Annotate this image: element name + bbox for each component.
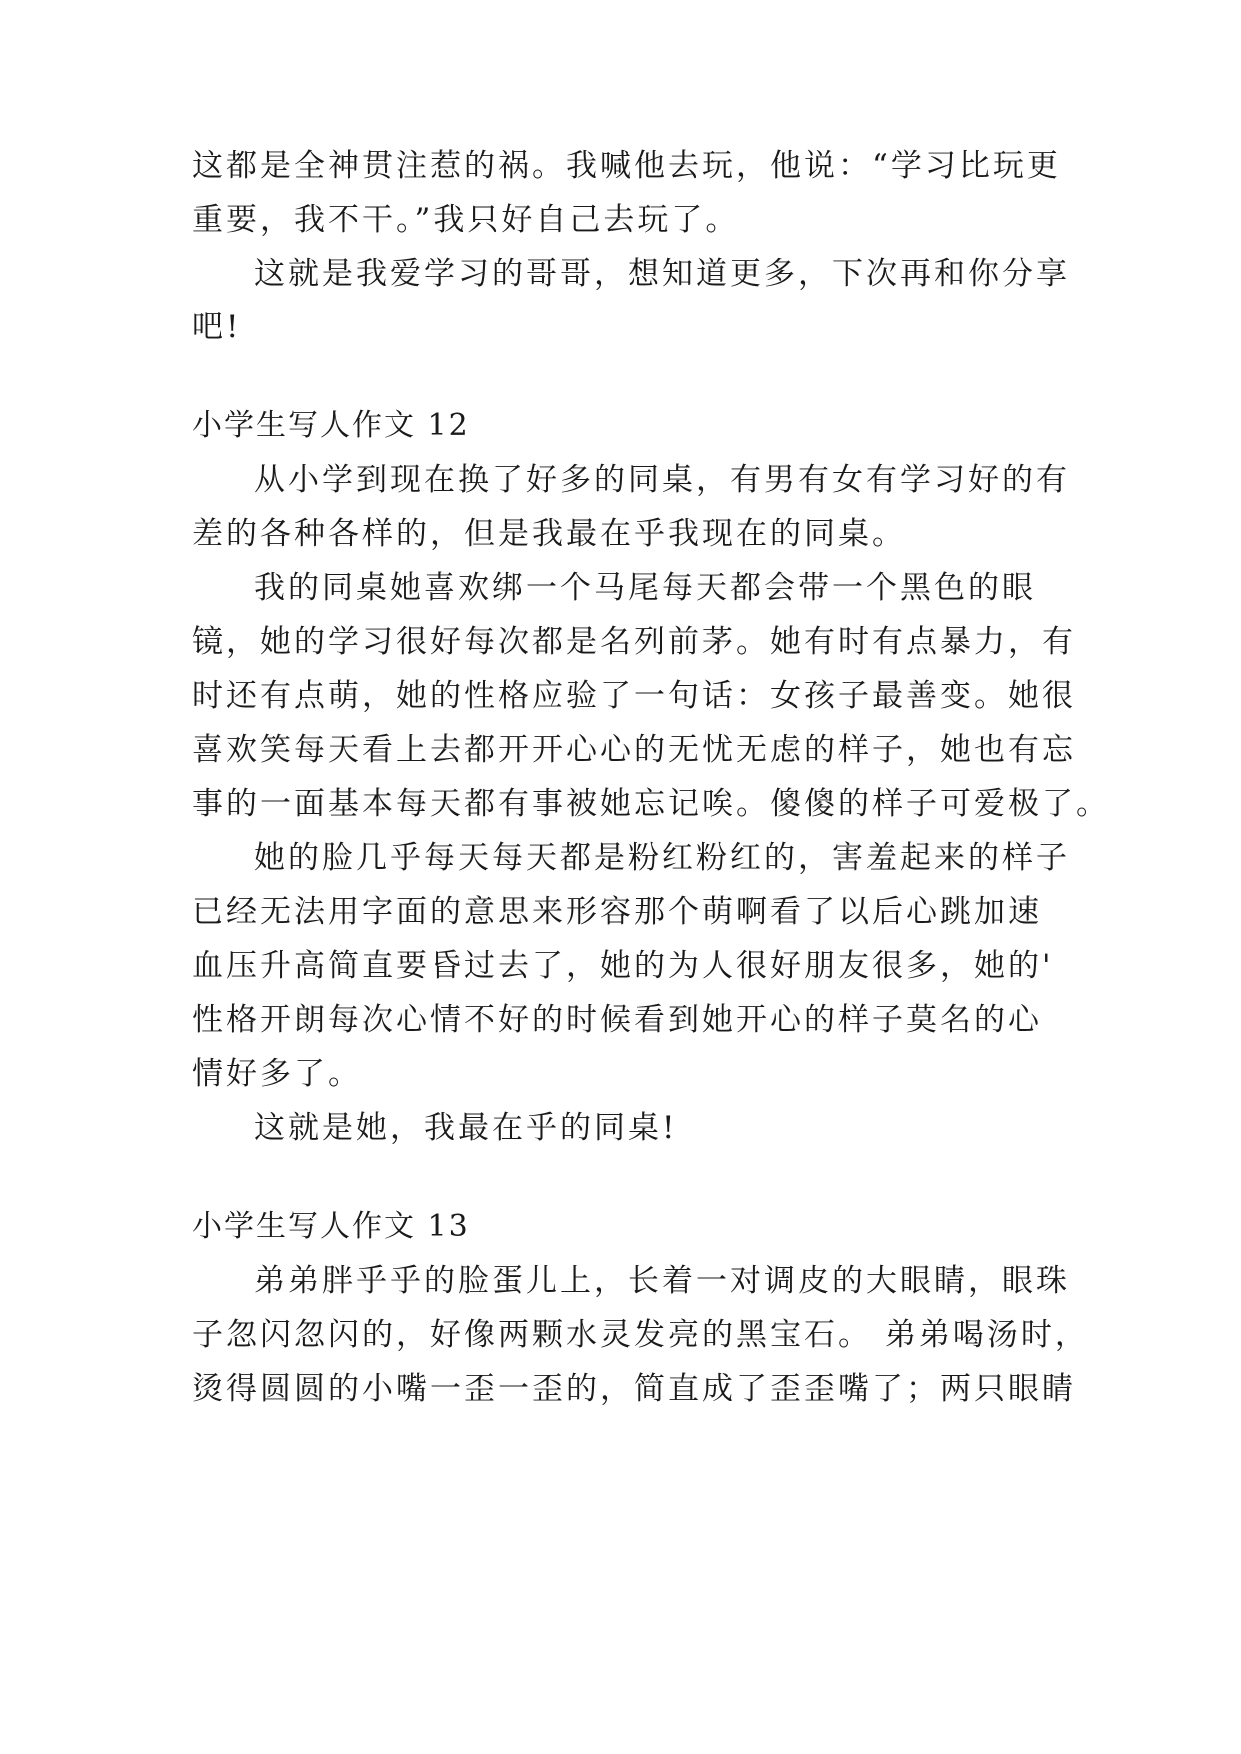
paragraph-line: 喜欢笑每天看上去都开开心心的无忧无虑的样子，她也有忘 [192, 732, 1076, 768]
section-title: 小学生写人作文 13 [192, 1209, 470, 1244]
paragraph-line: 情好多了。 [192, 1056, 362, 1092]
paragraph-line: 这就是她，我最在乎的同桌! [254, 1110, 678, 1146]
paragraph-line: 性格开朗每次心情不好的时候看到她开心的样子莫名的心 [192, 1002, 1042, 1038]
paragraph-line: 她的脸几乎每天每天都是粉红粉红的，害羞起来的样子 [254, 840, 1070, 876]
paragraph-line: 我的同桌她喜欢绑一个马尾每天都会带一个黑色的眼 [254, 570, 1036, 606]
paragraph-line: 从小学到现在换了好多的同桌，有男有女有学习好的有 [254, 462, 1070, 498]
paragraph-line: 重要，我不干。”我只好自己去玩了。 [192, 202, 740, 238]
paragraph-line: 血压升高简直要昏过去了，她的为人很好朋友很多，她的' [192, 948, 1054, 984]
paragraph-line: 烫得圆圆的小嘴一歪一歪的，简直成了歪歪嘴了；两只眼睛 [192, 1371, 1076, 1407]
paragraph-line: 差的各种各样的，但是我最在乎我现在的同桌。 [192, 516, 906, 552]
paragraph-line: 子忽闪忽闪的，好像两颗水灵发亮的黑宝石。 弟弟喝汤时， [192, 1317, 1089, 1353]
paragraph-line: 弟弟胖乎乎的脸蛋儿上，长着一对调皮的大眼睛，眼珠 [254, 1263, 1070, 1299]
paragraph-line: 事的一面基本每天都有事被她忘记唉。傻傻的样子可爱极了。 [192, 786, 1110, 822]
paragraph-line: 这都是全神贯注惹的祸。我喊他去玩，他说：“学习比玩更 [192, 148, 1061, 184]
paragraph-line: 吧! [192, 309, 242, 345]
paragraph-line: 这就是我爱学习的哥哥，想知道更多，下次再和你分享 [254, 256, 1070, 292]
paragraph-line: 时还有点萌，她的性格应验了一句话：女孩子最善变。她很 [192, 678, 1076, 714]
paragraph-line: 已经无法用字面的意思来形容那个萌啊看了以后心跳加速 [192, 894, 1042, 930]
paragraph-line: 镜，她的学习很好每次都是名列前茅。她有时有点暴力，有 [192, 624, 1076, 660]
section-title: 小学生写人作文 12 [192, 408, 470, 443]
